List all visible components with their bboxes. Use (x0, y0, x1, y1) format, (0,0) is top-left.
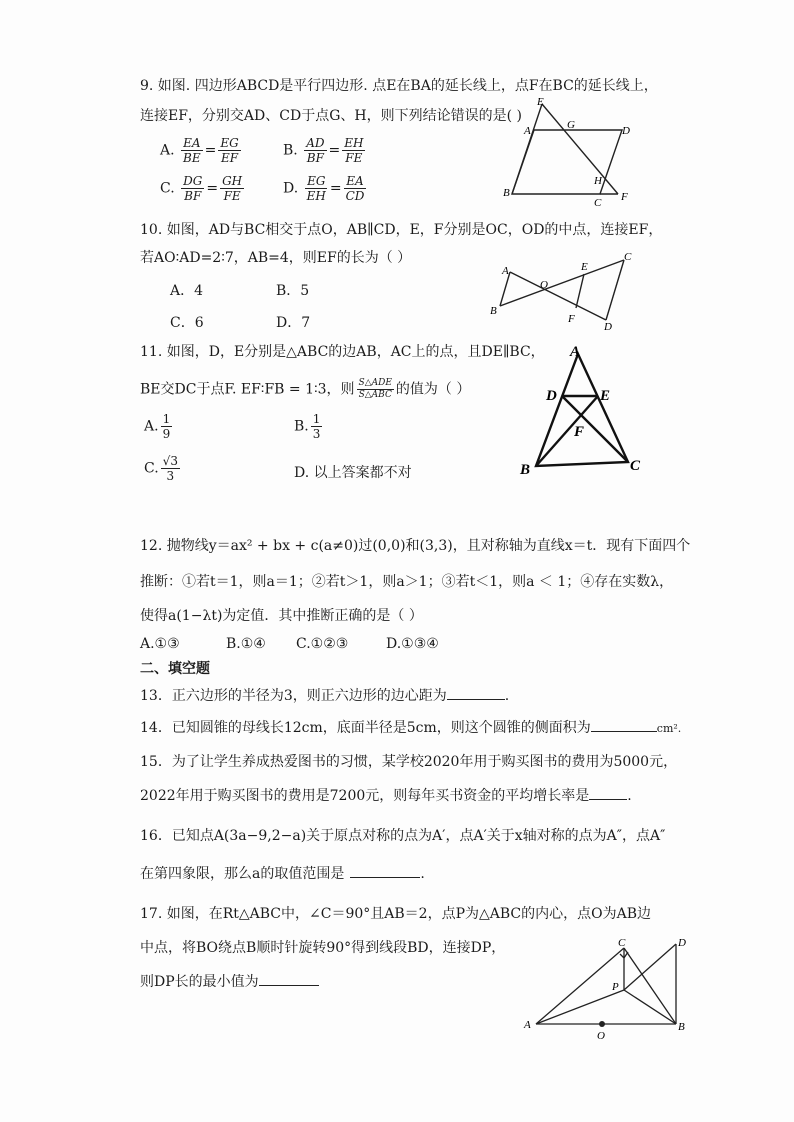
q12-option-d[interactable]: D.①③④ (386, 636, 439, 652)
label-e: E (537, 96, 544, 108)
q10-option-d[interactable]: D．7 (276, 315, 311, 331)
q16-stem-line2: 在第四象限，那么a的取值范围是 . (140, 866, 425, 882)
label-c: C (624, 251, 632, 263)
q9-stem-line2: 连接EF，分别交AD、CD于点G、H，则下列结论错误的是( ) (140, 108, 522, 124)
q11-option-c[interactable]: C. $\frac{√3}{3}$ (144, 454, 178, 483)
segment-ef (542, 104, 618, 194)
q10-option-a[interactable]: A．4 (170, 283, 204, 299)
q12-stem-line1: 12. 抛物线y＝ax² + bx + c(a≠0)过(0,0)和(3,3)，且对称轴为直线x＝t．现有下面四个 (140, 538, 691, 554)
q10-figure (486, 248, 646, 332)
answer-blank[interactable] (350, 877, 420, 878)
parallelogram-abcd (512, 130, 622, 194)
segment-be (536, 396, 598, 466)
option-label: B. (283, 142, 298, 159)
point-o (599, 1021, 605, 1027)
answer-blank[interactable] (447, 699, 505, 700)
segment-cb (624, 948, 676, 1024)
label-f: F (568, 313, 575, 325)
q16-stem-line1: 16．已知点A(3a−9,2−a)关于原点对称的点为A′，点A′关于x轴对称的点为A″，点A″ (140, 828, 666, 844)
q10-option-c[interactable]: C．6 (170, 315, 204, 331)
label-f: F (574, 424, 585, 440)
segment-ad (510, 272, 606, 320)
q10-option-b[interactable]: B．5 (276, 283, 310, 299)
q11-option-a[interactable]: A. $\frac{1}{9}$ (144, 412, 171, 441)
label-b: B (503, 187, 510, 199)
label-o: O (597, 1030, 605, 1042)
q9-figure-parallelogram (500, 96, 640, 208)
label-b: B (520, 462, 531, 478)
label-b: B (678, 1021, 685, 1033)
answer-blank[interactable] (259, 985, 319, 986)
label-a: A (570, 344, 581, 360)
segment-dp (624, 944, 676, 990)
segment-pa (536, 990, 624, 1024)
label-f: F (621, 191, 628, 203)
q12-option-a[interactable]: A.①③ (140, 636, 180, 652)
segment-pb (624, 990, 676, 1024)
q9-option-c[interactable]: C. $\frac{DG}{BF}$ = $\frac{GH}{FE}$ (160, 174, 243, 203)
option-label: D. (283, 180, 299, 197)
section-heading-fill-in: 二、填空题 (140, 661, 210, 677)
answer-blank[interactable] (591, 731, 657, 732)
option-label: A. (160, 142, 175, 159)
label-a: A (502, 265, 509, 277)
q9-option-b[interactable]: B. $\frac{AD}{BF}$ = $\frac{EH}{FE}$ (283, 136, 364, 165)
label-c: C (618, 937, 626, 949)
segment-be (512, 104, 542, 194)
label-a: A (524, 1019, 531, 1031)
label-e: E (600, 388, 611, 404)
label-b: B (490, 305, 497, 317)
q10-stem-line2: 若AO∶AD=2∶7，AB=4，则EF的长为（ ） (140, 250, 412, 266)
segment-ef (576, 274, 584, 308)
q9-option-d[interactable]: D. $\frac{EG}{EH}$ = $\frac{EA}{CD}$ (283, 174, 365, 203)
q11-figure-triangle (516, 340, 646, 476)
label-p: P (612, 981, 619, 993)
option-label: C. (160, 180, 175, 197)
label-d: D (546, 388, 557, 404)
q11-option-d[interactable]: D. 以上答案都不对 (294, 465, 412, 481)
q12-stem-line3: 使得a(1−λt)为定值．其中推断正确的是（ ） (140, 608, 423, 624)
label-c: C (630, 458, 641, 474)
q11-option-b[interactable]: B. $\frac{1}{3}$ (294, 412, 321, 441)
segment-cd (606, 260, 624, 320)
q10-stem-line1: 10. 如图，AD与BC相交于点O，AB∥CD，E，F分别是OC，OD的中点，连接EF， (140, 222, 663, 238)
label-c: C (594, 197, 602, 209)
q15-stem-line2: 2022年用于购买图书的费用是7200元，则每年买书资金的平均增长率是 . (140, 788, 632, 804)
q13-stem: 13．正六边形的半径为3，则正六边形的边心距为 . (140, 688, 510, 704)
label-d: D (622, 125, 630, 137)
q17-stem-line3: 则DP长的最小值为 (140, 972, 319, 992)
segment-ac (536, 948, 624, 1024)
segment-dc (562, 396, 628, 462)
label-o: O (540, 279, 548, 291)
label-e: E (581, 261, 588, 273)
label-g: G (567, 119, 575, 131)
label-d: D (678, 937, 686, 949)
segment-bc (500, 260, 624, 306)
q17-figure (520, 932, 690, 1042)
q12-stem-line2: 推断：①若t＝1，则a＝1；②若t＞1，则a＞1；③若t＜1，则a ＜ 1；④存在实数λ， (140, 574, 674, 590)
q12-option-b[interactable]: B.①④ (226, 636, 266, 652)
answer-blank[interactable] (589, 799, 627, 800)
q17-stem-line2: 中点，将BO绕点B顺时针旋转90°得到线段BD，连接DP， (140, 940, 506, 956)
q15-stem-line1: 15．为了让学生养成热爱图书的习惯，某学校2020年用于购买图书的费用为5000元， (140, 754, 678, 770)
label-h: H (594, 175, 602, 187)
q9-option-a[interactable]: A. $\frac{EA}{BE}$ = $\frac{EG}{EF}$ (160, 136, 239, 165)
q11-stem-line1: 11. 如图，D，E分别是△ABC的边AB，AC上的点，且DE∥BC， (140, 344, 545, 360)
label-d: D (604, 321, 612, 333)
segment-ab (500, 272, 510, 306)
q14-stem: 14．已知圆锥的母线长12cm，底面半径是5cm，则这个圆锥的侧面积为 cm². (140, 720, 682, 736)
q11-stem-line2: BE交DC于点F. EF∶FB = 1∶3，则 S△ADE S△ABC 的值为（ ） (140, 378, 471, 400)
q17-stem-line1: 17. 如图，在Rt△ABC中，∠C＝90°且AB＝2，点P为△ABC的内心，点O为AB边 (140, 906, 652, 922)
label-a: A (524, 125, 531, 137)
q12-option-c[interactable]: C.①②③ (296, 636, 349, 652)
q9-stem-line1: 9. 如图. 四边形ABCD是平行四边形. 点E在BA的延长线上，点F在BC的延长线上， (140, 78, 658, 94)
